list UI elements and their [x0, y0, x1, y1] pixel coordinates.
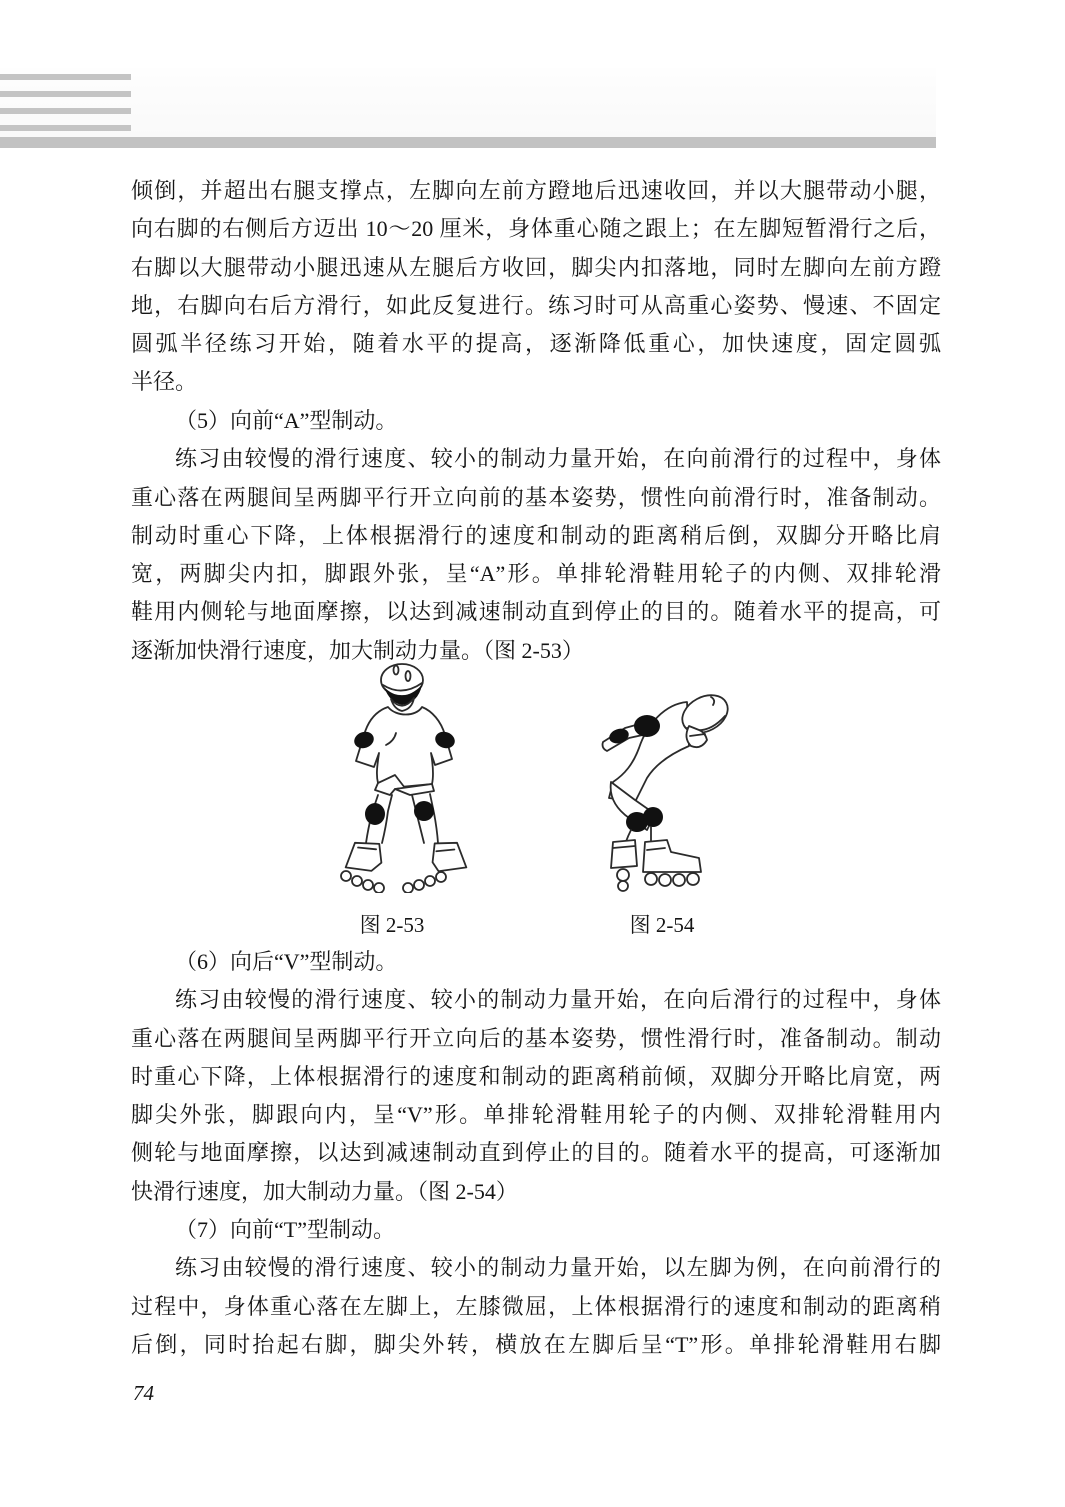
- section-5-paragraph: [131, 440, 941, 670]
- page-number: 74: [133, 1381, 154, 1405]
- figure-2-53-caption: 图 2-53: [359, 913, 425, 937]
- header-panel: [0, 68, 936, 137]
- header-decoration-bar: [0, 125, 131, 131]
- text-line: 快滑行速度，加大制动力量。（图 2-54）: [131, 1178, 518, 1204]
- text-line: 逐渐加快滑行速度，加大制动力量。（图 2-53）: [131, 637, 584, 663]
- text-line: 制动时重心下降，上体根据滑行的速度和制动的距离稍后倒，双脚分开略比肩: [131, 522, 941, 548]
- text-line: 宽，两脚尖内扣，脚跟外张，呈“A”形。单排轮滑鞋用轮子的内侧、双排轮滑: [131, 561, 941, 587]
- section-7-heading: （7）向前“T”型制动。: [175, 1217, 395, 1242]
- header-decoration-bar: [0, 74, 131, 80]
- text-line: 时重心下降，上体根据滑行的速度和制动的距离稍前倾，双脚分开略比肩宽，两: [131, 1063, 941, 1089]
- text-line: 右脚以大腿带动小腿迅速从左腿后方收回，脚尖内扣落地，同时左脚向左前方蹬: [131, 254, 941, 280]
- skater-v-brake-drawing: [595, 690, 730, 895]
- section-7-paragraph: [131, 1249, 941, 1364]
- text-line: 重心落在两腿间呈两脚平行开立向后的基本姿势，惯性滑行时，准备制动。制动: [131, 1025, 941, 1051]
- header-decoration-bar: [0, 91, 131, 97]
- figure-2-54-caption: 图 2-54: [629, 913, 695, 937]
- text-line: 侧轮与地面摩擦，以达到减速制动直到停止的目的。随着水平的提高，可逐渐加: [131, 1140, 941, 1166]
- text-line: 地，右脚向右后方滑行，如此反复进行。练习时可从高重心姿势、慢速、不固定: [131, 292, 941, 318]
- text-line: 练习由较慢的滑行速度、较小的制动力量开始，在向前滑行的过程中，身体: [175, 446, 941, 472]
- text-line: 圆弧半径练习开始，随着水平的提高，逐渐降低重心，加快速度，固定圆弧: [131, 331, 941, 357]
- text-line: 过程中，身体重心落在左脚上，左膝微屈，上体根据滑行的速度和制动的距离稍: [131, 1293, 941, 1319]
- text-line: 倾倒，并超出右腿支撑点，左脚向左前方蹬地后迅速收回，并以大腿带动小腿，: [131, 178, 941, 203]
- header-decoration-rule: [0, 137, 936, 148]
- text-line: 脚尖外张，脚跟向内，呈“V”形。单排轮滑鞋用轮子的内侧、双排轮滑鞋用内: [131, 1102, 941, 1128]
- text-line: 重心落在两腿间呈两脚平行开立向前的基本姿势，惯性向前滑行时，准备制动。: [131, 484, 941, 510]
- text-line: 向右脚的右侧后方迈出 10～20 厘米，身体重心随之跟上；在左脚短暂滑行之后，: [131, 216, 941, 242]
- skater-a-brake-drawing: [338, 663, 475, 893]
- section-6-paragraph: [131, 981, 941, 1211]
- text-line: 半径。: [131, 369, 198, 395]
- header-decoration-bar: [0, 108, 131, 114]
- section-5: [131, 402, 941, 670]
- section-7: [131, 1211, 941, 1364]
- section-5-heading: （5）向前“A”型制动。: [175, 408, 398, 433]
- figure-2-54-illustration: [595, 690, 730, 895]
- section-6: [131, 943, 941, 1211]
- paragraph-continuation: [131, 172, 941, 402]
- text-line: 练习由较慢的滑行速度、较小的制动力量开始，在向后滑行的过程中，身体: [175, 987, 941, 1013]
- figure-2-53-illustration: [338, 663, 475, 893]
- text-line: 鞋用内侧轮与地面摩擦，以达到减速制动直到停止的目的。随着水平的提高，可: [131, 599, 941, 625]
- text-line: 后倒，同时抬起右脚，脚尖外转，横放在左脚后呈“T”形。单排轮滑鞋用右脚: [131, 1331, 941, 1357]
- text-line: 练习由较慢的滑行速度、较小的制动力量开始，以左脚为例，在向前滑行的: [175, 1255, 941, 1281]
- section-6-heading: （6）向后“V”型制动。: [175, 949, 398, 974]
